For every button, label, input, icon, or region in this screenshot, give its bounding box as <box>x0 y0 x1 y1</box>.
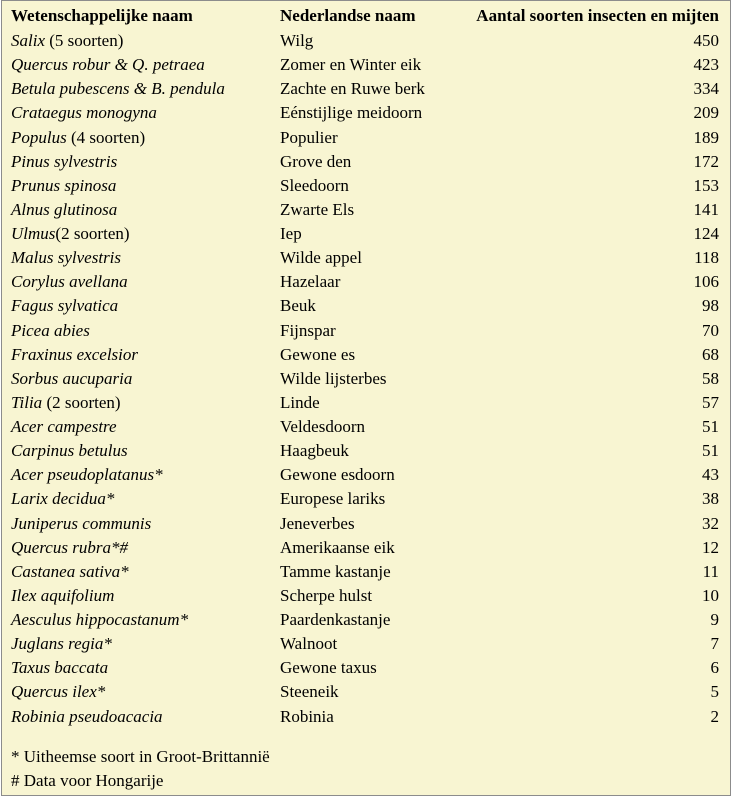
scientific-name-italic: Carpinus betulus <box>11 441 128 461</box>
cell-species-count: 124 <box>693 224 719 243</box>
scientific-name-note: (2 soorten) <box>55 224 130 243</box>
table-row <box>2 415 730 439</box>
cell-scientific-name <box>11 560 129 584</box>
scientific-name-italic: Corylus avellana <box>11 272 128 292</box>
scientific-name-italic: Juniperus communis <box>11 513 152 533</box>
scientific-name-note: (4 soorten) <box>66 127 146 147</box>
scientific-name-italic: Aesculus hippocastanum* <box>11 610 189 629</box>
cell-species-count: 51 <box>702 417 719 436</box>
cell-scientific-name <box>11 246 121 270</box>
cell-dutch-name: Wilde lijsterbes <box>280 368 387 388</box>
table-row <box>2 608 730 632</box>
cell-scientific-name <box>11 126 145 150</box>
cell-dutch-name: Zwarte Els <box>280 199 355 219</box>
cell-species-count: 5 <box>710 682 719 702</box>
cell-dutch-name: Hazelaar <box>280 272 341 292</box>
cell-scientific-name <box>11 343 138 367</box>
cell-dutch-name: Linde <box>280 392 320 412</box>
table-row <box>2 270 730 294</box>
table-row <box>2 632 730 656</box>
table-row <box>2 439 730 463</box>
table-row <box>2 126 730 150</box>
cell-dutch-name: Paardenkastanje <box>280 610 391 629</box>
cell-dutch-name: Wilde appel <box>280 248 362 268</box>
cell-species-count: 172 <box>693 151 719 171</box>
cell-species-count: 43 <box>702 465 719 485</box>
cell-dutch-name: Zomer en Winter eik <box>280 55 422 75</box>
cell-species-count: 10 <box>702 585 719 605</box>
scientific-name-italic: Ulmus <box>11 224 56 243</box>
cell-dutch-name: Scherpe hulst <box>280 585 373 605</box>
table-row <box>2 222 730 246</box>
header-scientific-name: Wetenschappelijke naam <box>11 6 193 25</box>
species-table-panel <box>1 0 731 796</box>
cell-species-count: 7 <box>710 634 719 654</box>
table-row <box>2 536 730 560</box>
cell-dutch-name: Jeneverbes <box>280 513 355 533</box>
scientific-name-italic: Malus sylvestris <box>11 248 122 268</box>
cell-dutch-name: Eénstijlige meidoorn <box>280 103 423 123</box>
cell-scientific-name <box>11 705 163 729</box>
table-row <box>2 150 730 174</box>
scientific-name-italic: Betula pubescens & B. pendula <box>11 79 225 99</box>
table-row <box>2 391 730 415</box>
table-row <box>2 367 730 391</box>
cell-species-count: 38 <box>702 489 719 509</box>
table-row <box>2 319 730 343</box>
cell-dutch-name: Amerikaanse eik <box>280 537 395 557</box>
cell-scientific-name <box>11 463 163 487</box>
cell-species-count: 2 <box>710 706 719 726</box>
cell-species-count: 423 <box>693 55 719 75</box>
cell-dutch-name: Wilg <box>280 31 314 50</box>
table-row <box>2 29 730 53</box>
cell-species-count: 153 <box>693 175 719 195</box>
cell-species-count: 32 <box>702 513 719 533</box>
table-row <box>2 343 730 367</box>
footnotes <box>11 745 270 793</box>
scientific-name-italic: Salix <box>11 31 45 50</box>
cell-scientific-name <box>11 270 128 294</box>
cell-scientific-name <box>11 29 123 53</box>
table-row <box>2 656 730 680</box>
scientific-name-italic: Populus <box>11 127 67 147</box>
cell-species-count: 58 <box>702 368 719 388</box>
cell-dutch-name: Veldesdoorn <box>280 417 365 436</box>
cell-scientific-name <box>11 367 132 391</box>
cell-species-count: 450 <box>693 31 719 50</box>
table-row <box>2 101 730 125</box>
cell-dutch-name: Walnoot <box>280 634 338 654</box>
cell-species-count: 98 <box>702 296 719 316</box>
scientific-name-italic: Quercus rubra*# <box>11 537 128 557</box>
cell-species-count: 11 <box>702 561 719 581</box>
cell-species-count: 68 <box>702 344 719 364</box>
cell-scientific-name <box>11 319 90 343</box>
cell-dutch-name: Gewone taxus <box>280 658 377 678</box>
cell-scientific-name <box>11 536 128 560</box>
scientific-name-italic: Taxus baccata <box>11 658 109 678</box>
cell-species-count: 57 <box>702 392 719 412</box>
cell-scientific-name <box>11 608 188 632</box>
table-row <box>2 77 730 101</box>
scientific-name-italic: Tilia <box>11 392 43 412</box>
table-row <box>2 487 730 511</box>
cell-scientific-name <box>11 680 105 704</box>
cell-dutch-name: Steeneik <box>280 682 339 702</box>
cell-scientific-name <box>11 439 128 463</box>
cell-species-count: 118 <box>694 248 719 268</box>
header-dutch-name: Nederlandse naam <box>280 6 416 25</box>
cell-dutch-name: Robinia <box>280 706 334 726</box>
cell-species-count: 51 <box>702 441 719 461</box>
table-header <box>2 6 730 28</box>
cell-dutch-name: Zachte en Ruwe berk <box>280 79 425 99</box>
scientific-name-italic: Sorbus aucuparia <box>11 368 133 388</box>
scientific-name-italic: Acer campestre <box>11 417 117 436</box>
table-row <box>2 174 730 198</box>
scientific-name-italic: Quercus ilex* <box>11 682 106 702</box>
scientific-name-italic: Ilex aquifolium <box>11 585 115 605</box>
scientific-name-italic: Pinus sylvestris <box>11 151 118 171</box>
cell-dutch-name: Fijnspar <box>280 320 336 340</box>
cell-species-count: 334 <box>693 79 719 99</box>
cell-dutch-name: Haagbeuk <box>280 441 349 461</box>
scientific-name-italic: Larix decidua* <box>11 489 115 509</box>
scientific-name-italic: Robinia pseudoacacia <box>11 706 163 726</box>
scientific-name-note: (2 soorten) <box>42 392 121 412</box>
cell-species-count: 70 <box>702 320 719 340</box>
cell-dutch-name: Populier <box>280 127 338 147</box>
scientific-name-italic: Picea abies <box>11 320 90 340</box>
cell-species-count: 189 <box>693 127 719 147</box>
cell-dutch-name: Iep <box>280 224 302 243</box>
cell-dutch-name: Europese lariks <box>280 489 386 509</box>
table-row <box>2 198 730 222</box>
table-row <box>2 680 730 704</box>
table-row <box>2 53 730 77</box>
cell-dutch-name: Gewone esdoorn <box>280 465 395 485</box>
cell-scientific-name <box>11 101 157 125</box>
cell-species-count: 106 <box>693 272 719 292</box>
footnote-hungary: # Data voor Hongarije <box>11 771 164 790</box>
cell-scientific-name <box>11 584 114 608</box>
table-body <box>2 29 730 729</box>
scientific-name-italic: Acer pseudoplatanus* <box>11 465 163 485</box>
scientific-name-italic: Fraxinus excelsior <box>11 344 138 364</box>
cell-dutch-name: Tamme kastanje <box>280 561 391 581</box>
scientific-name-italic: Fagus sylvatica <box>11 296 119 316</box>
scientific-name-note: (5 soorten) <box>45 31 124 50</box>
scientific-name-italic: Prunus spinosa <box>11 175 117 195</box>
cell-dutch-name: Grove den <box>280 151 352 171</box>
cell-dutch-name: Gewone es <box>280 344 356 364</box>
header-species-count: Aantal soorten insecten en mijten <box>476 6 719 25</box>
cell-species-count: 9 <box>710 610 719 629</box>
cell-scientific-name <box>11 77 225 101</box>
cell-scientific-name <box>11 198 117 222</box>
cell-species-count: 209 <box>693 103 719 123</box>
cell-dutch-name: Beuk <box>280 296 316 316</box>
cell-scientific-name <box>11 512 151 536</box>
cell-scientific-name <box>11 53 205 77</box>
footnote-non-native: * Uitheemse soort in Groot-Brittannië <box>11 747 270 766</box>
table-row <box>2 512 730 536</box>
scientific-name-italic: Castanea sativa* <box>11 561 129 581</box>
cell-scientific-name <box>11 294 118 318</box>
cell-scientific-name <box>11 487 114 511</box>
scientific-name-italic: Juglans regia* <box>11 634 112 654</box>
table-row <box>2 294 730 318</box>
table-row <box>2 246 730 270</box>
cell-dutch-name: Sleedoorn <box>280 175 349 195</box>
cell-species-count: 141 <box>693 199 719 219</box>
table-row <box>2 705 730 729</box>
scientific-name-italic: Crataegus monogyna <box>11 103 157 123</box>
cell-scientific-name <box>11 632 112 656</box>
cell-species-count: 6 <box>710 658 719 678</box>
table-row <box>2 560 730 584</box>
cell-scientific-name <box>11 656 108 680</box>
cell-scientific-name <box>11 174 116 198</box>
scientific-name-italic: Alnus glutinosa <box>11 199 118 219</box>
cell-scientific-name <box>11 391 121 415</box>
table-row <box>2 463 730 487</box>
cell-species-count: 12 <box>702 537 719 557</box>
cell-scientific-name <box>11 415 117 439</box>
cell-scientific-name <box>11 222 130 246</box>
scientific-name-italic: Quercus robur & Q. petraea <box>11 55 205 75</box>
cell-scientific-name <box>11 150 117 174</box>
table-row <box>2 584 730 608</box>
